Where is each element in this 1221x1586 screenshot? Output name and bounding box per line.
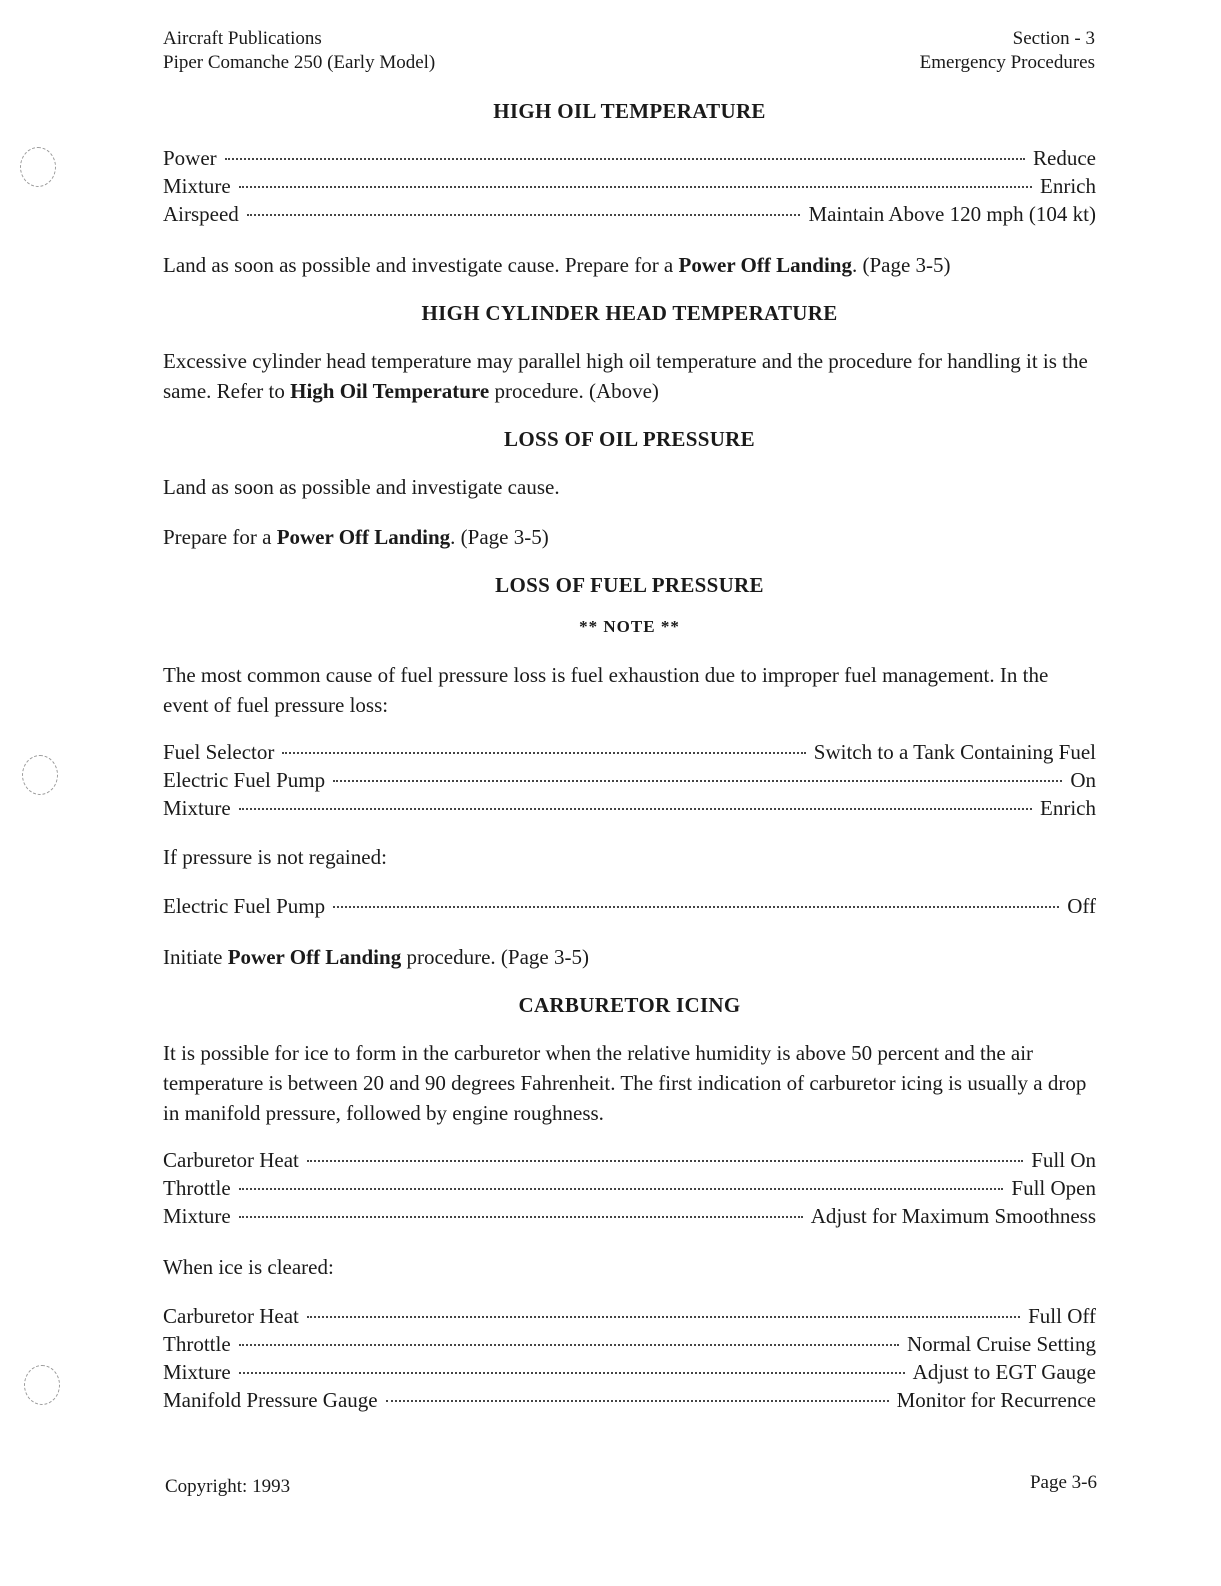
item-label: Electric Fuel Pump: [163, 768, 326, 792]
item-value: Adjust for Maximum Smoothness: [810, 1204, 1096, 1228]
item-value: Adjust to EGT Gauge: [912, 1360, 1096, 1384]
checklist-row: [163, 766, 1096, 794]
section-number: Section - 3: [1012, 28, 1095, 49]
item-value: Normal Cruise Setting: [907, 1332, 1096, 1356]
item-value: Reduce: [1033, 146, 1096, 170]
item-value: Switch to a Tank Containing Fuel: [813, 740, 1096, 764]
content: [163, 96, 1096, 1414]
note-label: ** NOTE **: [579, 617, 680, 636]
paragraph-carb-icing: It is possible for ice to form in the carburetor when the relative humidity is above 50 percent and the air temperature is between 20 and 90 degrees Fahrenheit. The first indication of carburetor icing is usually a drop in manifold pressure, followed by engine roughness.: [163, 1041, 1087, 1125]
heading-carburetor-icing: CARBURETOR ICING: [518, 993, 741, 1017]
item-label: Mixture: [163, 796, 231, 820]
checklist-row: [163, 1330, 1096, 1358]
item-label: Fuel Selector: [163, 740, 275, 764]
item-label: Carburetor Heat: [163, 1148, 299, 1172]
checklist-row: [163, 892, 1096, 920]
checklist-high-oil: [163, 144, 1096, 228]
publisher: Aircraft Publications: [163, 28, 322, 49]
item-label: Throttle: [163, 1332, 231, 1356]
paragraph-if-not-regained: If pressure is not regained:: [163, 845, 387, 869]
section-title: Emergency Procedures: [919, 52, 1095, 73]
item-label: Carburetor Heat: [163, 1304, 299, 1328]
leader-dots: [239, 1372, 905, 1374]
punch-hole-top: [20, 147, 56, 187]
checklist-row: [163, 172, 1096, 200]
checklist-loss-fuel-2: [163, 892, 1096, 920]
item-label: Airspeed: [163, 202, 239, 226]
checklist-carb: [163, 1146, 1096, 1230]
leader-dots: [239, 1344, 899, 1346]
punch-hole-bottom: [24, 1365, 60, 1405]
leader-dots: [386, 1400, 889, 1402]
checklist-row: [163, 1358, 1096, 1386]
checklist-loss-fuel: [163, 738, 1096, 822]
checklist-carb-2: [163, 1302, 1096, 1414]
leader-dots: [239, 1216, 803, 1218]
item-value: Full Open: [1011, 1176, 1096, 1200]
leader-dots: [307, 1160, 1023, 1162]
checklist-row: [163, 738, 1096, 766]
item-value: On: [1070, 768, 1096, 792]
paragraph-ice-cleared: When ice is cleared:: [163, 1255, 334, 1279]
item-label: Electric Fuel Pump: [163, 894, 326, 918]
leader-dots: [307, 1316, 1020, 1318]
leader-dots: [225, 158, 1025, 160]
item-label: Mixture: [163, 174, 231, 198]
item-value: Enrich: [1040, 174, 1096, 198]
item-label: Mixture: [163, 1360, 231, 1384]
item-value: Monitor for Recurrence: [896, 1388, 1096, 1412]
checklist-row: [163, 794, 1096, 822]
leader-dots: [282, 752, 805, 754]
item-value: Enrich: [1040, 796, 1096, 820]
checklist-row: [163, 200, 1096, 228]
paragraph-loss-oil-1: Land as soon as possible and investigate cause.: [163, 475, 560, 499]
item-value: Full Off: [1028, 1304, 1096, 1328]
checklist-row: [163, 1202, 1096, 1230]
checklist-row: [163, 1174, 1096, 1202]
punch-hole-middle: [22, 755, 58, 795]
leader-dots: [239, 808, 1032, 810]
item-label: Manifold Pressure Gauge: [163, 1388, 378, 1412]
item-label: Mixture: [163, 1204, 231, 1228]
paragraph-fuel-note: The most common cause of fuel pressure loss is fuel exhaustion due to improper fuel management. In the event of fuel pressure loss:: [163, 663, 1049, 717]
paragraph-high-cht: Excessive cylinder head temperature may parallel high oil temperature and the procedure for handling it is the same. Refer to High Oil Temperature procedure. (Above): [163, 349, 1088, 403]
leader-dots: [333, 780, 1062, 782]
checklist-row: [163, 1146, 1096, 1174]
leader-dots: [239, 186, 1032, 188]
header-left: [163, 27, 435, 75]
item-label: Power: [163, 146, 217, 170]
leader-dots: [247, 214, 801, 216]
heading-loss-of-oil-pressure: LOSS OF OIL PRESSURE: [504, 427, 755, 451]
item-label: Throttle: [163, 1176, 231, 1200]
footer-copyright: Copyright: 1993: [165, 1476, 291, 1497]
checklist-row: [163, 1386, 1096, 1414]
paragraph-high-oil: Land as soon as possible and investigate cause. Prepare for a Power Off Landing. (Page 3-5): [163, 253, 951, 277]
leader-dots: [239, 1188, 1004, 1190]
aircraft-model: Piper Comanche 250 (Early Model): [163, 52, 436, 73]
checklist-row: [163, 144, 1096, 172]
leader-dots: [333, 906, 1059, 908]
item-value: Full On: [1031, 1148, 1096, 1172]
paragraph-loss-oil-2: Prepare for a Power Off Landing. (Page 3-5): [163, 525, 549, 549]
item-value: Off: [1067, 894, 1096, 918]
footer-page-number: Page 3-6: [1029, 1472, 1097, 1493]
paragraph-initiate: Initiate Power Off Landing procedure. (Page 3-5): [163, 945, 589, 969]
checklist-row: [163, 1302, 1096, 1330]
heading-loss-of-fuel-pressure: LOSS OF FUEL PRESSURE: [495, 573, 764, 597]
header-right: [920, 27, 1095, 75]
heading-high-cylinder-head-temperature: HIGH CYLINDER HEAD TEMPERATURE: [421, 301, 838, 325]
item-value: Maintain Above 120 mph (104 kt): [808, 202, 1096, 226]
heading-high-oil-temperature: HIGH OIL TEMPERATURE: [493, 99, 766, 123]
